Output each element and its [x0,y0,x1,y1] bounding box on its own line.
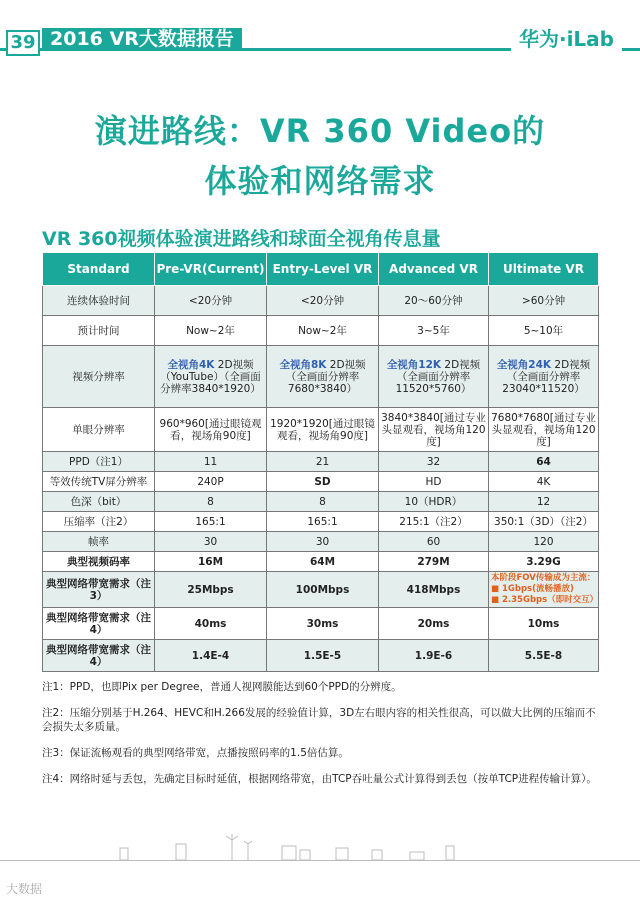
table-row [43,532,599,552]
table-row [43,408,599,452]
table-cell [379,346,489,408]
table-cell: 1920*1920[通过眼镜观看，视场角90度] [267,408,379,452]
table-row [43,640,599,672]
highlight-text: 全视角8K [279,358,327,371]
page-number: 39 [6,30,40,56]
row-label: 压缩率（注2） [43,512,155,532]
cell-text: 2D视频（YouTube）（全画面分辨率3840*1920） [160,358,261,395]
table-cell: 30 [267,532,379,552]
row-label: PPD（注1） [43,452,155,472]
table-cell: 960*960[通过眼镜观看，视场角90度] [155,408,267,452]
table-cell: 64M [267,552,379,572]
table-row [43,492,599,512]
table-cell: 165:1 [155,512,267,532]
report-title: 2016 VR大数据报告 [42,28,242,50]
table-row [43,286,599,316]
header-advanced-vr: Advanced VR [379,253,489,286]
page-header [0,27,640,56]
table-cell: SD [267,472,379,492]
table-cell: 3840*3840[通过专业头显观看，视场角120度] [379,408,489,452]
table-cell: 5.5E-8 [489,640,599,672]
row-label: 典型网络带宽需求（注4） [43,608,155,640]
table-cell: 215:1（注2） [379,512,489,532]
table-cell: 418Mbps [379,572,489,608]
table-cell: 350:1（3D）（注2） [489,512,599,532]
table-cell: 12 [489,492,599,512]
row-label: 等效传统TV屏分辨率 [43,472,155,492]
table-row [43,572,599,608]
table-cell: 1.9E-6 [379,640,489,672]
fov-bullet: ■ 1Gbps(流畅播放) [491,584,574,594]
page-title-line1: 演进路线：VR 360 Video的 [94,112,546,150]
row-label: 典型视频码率 [43,552,155,572]
row-label: 帧率 [43,532,155,552]
row-label: 典型网络带宽需求（注3） [43,572,155,608]
table-cell: 100Mbps [267,572,379,608]
table-cell: 32 [379,452,489,472]
fov-note: 本阶段FOV传输成为主流： [491,573,596,583]
table-cell: 10ms [489,608,599,640]
table-subtitle: VR 360视频体验演进路线和球面全视角传息量 [42,228,441,250]
header-pre-vr: Pre-VR(Current) [155,253,267,286]
table-cell: 20～60分钟 [379,286,489,316]
table-cell: 1.5E-5 [267,640,379,672]
table-cell: 10（HDR） [379,492,489,512]
brand-logo: 华为·iLab [511,27,622,51]
table-row [43,316,599,346]
table-cell: HD [379,472,489,492]
footer-rule [0,860,640,861]
footnote: 注4：网络时延与丢包，先确定目标时延值，根据网络带宽，由TCP吞吐量公式计算得到丢包（按单TCP进程传输计算）。 [42,773,597,785]
table-cell: 165:1 [267,512,379,532]
table-cell: Now~2年 [267,316,379,346]
table-cell: 1.4E-4 [155,640,267,672]
cell-text: 2D视频（全画面分辨率7680*3840） [285,358,366,395]
table-cell [155,346,267,408]
table-row [43,608,599,640]
footnote: 注3：保证流畅观看的典型网络带宽，点播按照码率的1.5倍估算。 [42,747,349,759]
footnote: 注2：压缩分别基于H.264、HEVC和H.266发展的经验值计算，3D左右眼内容的相关性很高，可以做大比例的压缩而不会损失太多质量。 [42,707,596,733]
header-ultimate-vr: Ultimate VR [489,253,599,286]
table-cell: 60 [379,532,489,552]
row-label: 连续体验时间 [43,286,155,316]
table-row [43,552,599,572]
table-cell [267,346,379,408]
table-cell [489,572,599,608]
page-title-line2: 体验和网络需求 [204,162,436,200]
table-cell: 40ms [155,608,267,640]
vr-spec-table [42,252,599,672]
table-cell: <20分钟 [155,286,267,316]
footnote: 注1：PPD，也即Pix per Degree，普通人视网膜能达到60个PPD的分辨度。 [42,681,402,693]
cell-text: 2D视频（全画面分辨率11520*5760） [395,358,481,395]
table-header-row [43,253,599,286]
table-cell: 11 [155,452,267,472]
row-label: 预计时间 [43,316,155,346]
highlight-text: 全视角4K [167,358,215,371]
row-label: 单眼分辨率 [43,408,155,452]
cell-text: 2D视频（全画面分辨率23040*11520） [502,358,591,395]
table-cell: 7680*7680[通过专业头显观看，视场角120度] [489,408,599,452]
table-row [43,452,599,472]
table-cell: 5~10年 [489,316,599,346]
row-label: 典型网络带宽需求（注4） [43,640,155,672]
table-cell: >60分钟 [489,286,599,316]
table-row [43,512,599,532]
header-standard: Standard [43,253,155,286]
table-cell: 8 [267,492,379,512]
table-cell: 64 [489,452,599,472]
table-cell: 8 [155,492,267,512]
table-cell: 30ms [267,608,379,640]
fov-bullet: ■ 2.35Gbps（即时交互） [491,595,599,605]
footer-skyline-illustration [0,828,640,862]
table-cell: <20分钟 [267,286,379,316]
header-entry-vr: Entry-Level VR [267,253,379,286]
table-cell: 20ms [379,608,489,640]
table-cell: Now~2年 [155,316,267,346]
table-cell: 30 [155,532,267,552]
table-cell: 120 [489,532,599,552]
table-cell: 16M [155,552,267,572]
row-label: 色深（bit） [43,492,155,512]
footnotes [42,680,602,798]
table-row [43,472,599,492]
table-cell: 25Mbps [155,572,267,608]
row-label: 视频分辨率 [43,346,155,408]
table-cell [489,346,599,408]
highlight-text: 全视角24K [496,358,552,371]
table-cell: 240P [155,472,267,492]
table-cell: 3.29G [489,552,599,572]
highlight-text: 全视角12K [386,358,442,371]
table-cell: 279M [379,552,489,572]
watermark: 大数据 [6,882,43,896]
table-cell: 3~5年 [379,316,489,346]
table-cell: 4K [489,472,599,492]
table-row [43,346,599,408]
table-cell: 21 [267,452,379,472]
